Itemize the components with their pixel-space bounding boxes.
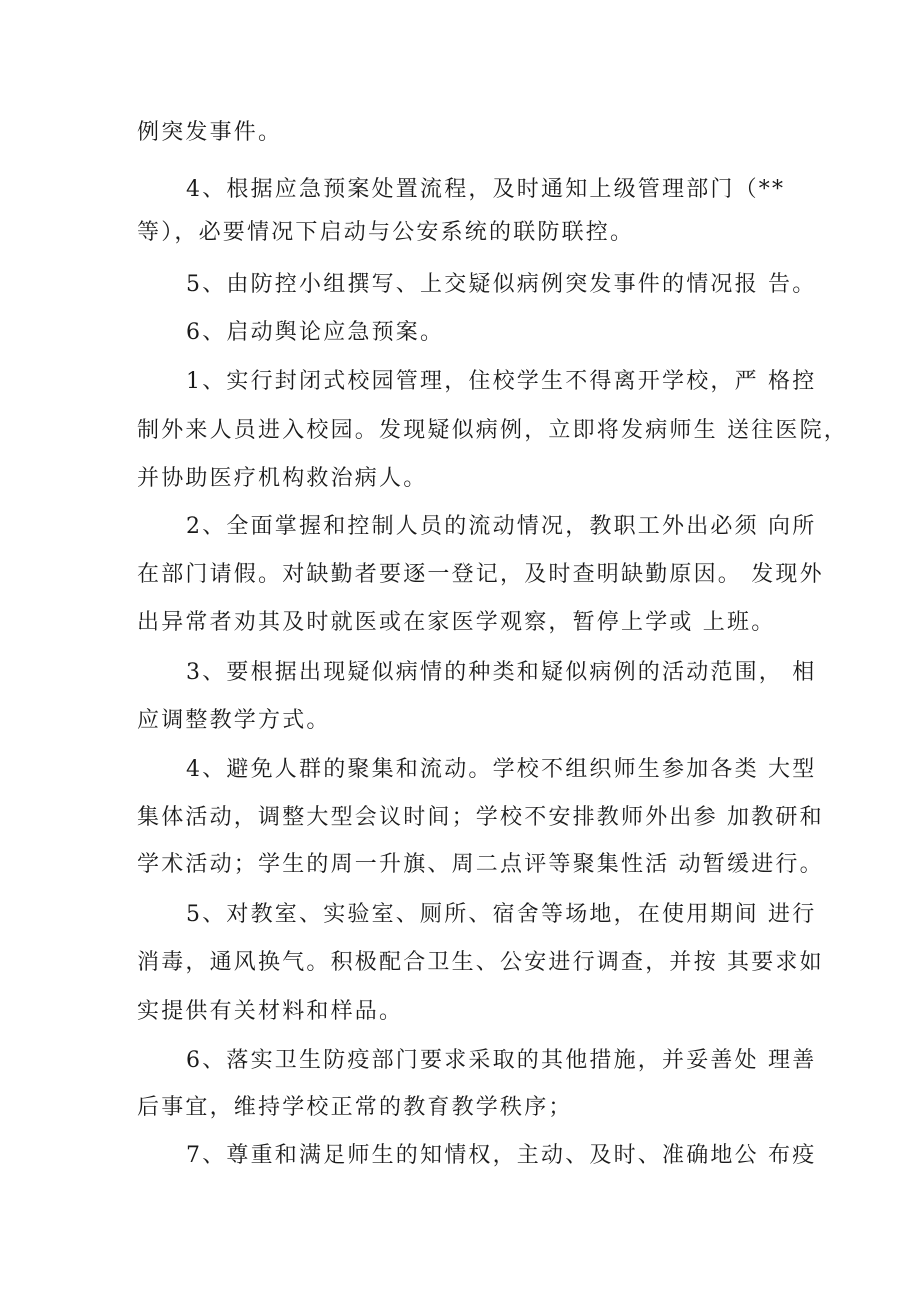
text-line: 5、由防控小组撰写、上交疑似病例突发事件的情况报 告。 [186, 272, 817, 297]
text-line: 6、落实卫生防疫部门要求采取的其他措施，并妥善处 理善 [186, 1048, 817, 1073]
text-line: 4、根据应急预案处置流程，及时通知上级管理部门（** [186, 177, 786, 202]
text-line: 6、启动舆论应急预案。 [186, 320, 445, 345]
text-line: 并协助医疗机构救治病人。 [137, 466, 428, 491]
text-line: 出异常者劝其及时就医或在家医学观察，暂停上学或 上班。 [137, 610, 776, 635]
text-line: 实提供有关材料和样品。 [137, 999, 404, 1024]
text-line: 学术活动；学生的周一升旗、周二点评等聚集性活 动暂缓进行。 [137, 852, 824, 877]
text-line: 5、对教室、实验室、厕所、宿舍等场地，在使用期间 进行 [186, 902, 817, 927]
text-line: 2、全面掌握和控制人员的流动情况，教职工外出必须 向所 [186, 514, 817, 539]
text-line: 在部门请假。对缺勤者要逐一登记，及时查明缺勤原因。 发现外 [137, 562, 824, 587]
text-line: 7、尊重和满足师生的知情权，主动、及时、准确地公 布疫 [186, 1143, 817, 1168]
text-line: 1、实行封闭式校园管理，住校学生不得离开学校，严 格控 [186, 369, 817, 394]
text-line: 例突发事件。 [137, 120, 283, 145]
text-line: 消毒，通风换气。积极配合卫生、公安进行调查，并按 其要求如 [137, 950, 824, 975]
text-line: 集体活动，调整大型会议时间；学校不安排教师外出参 加教研和 [137, 805, 824, 830]
text-line: 等），必要情况下启动与公安系统的联防联控。 [137, 220, 635, 245]
text-line: 4、避免人群的聚集和流动。学校不组织师生参加各类 大型 [186, 757, 817, 782]
text-line: 应调整教学方式。 [137, 708, 331, 733]
text-line: 制外来人员进入校园。发现疑似病例，立即将发病师生 送往医院， [137, 418, 848, 443]
text-line: 3、要根据出现疑似病情的种类和疑似病例的活动范围， 相 [186, 660, 817, 685]
text-line: 后事宜，维持学校正常的教育教学秩序； [137, 1095, 573, 1120]
